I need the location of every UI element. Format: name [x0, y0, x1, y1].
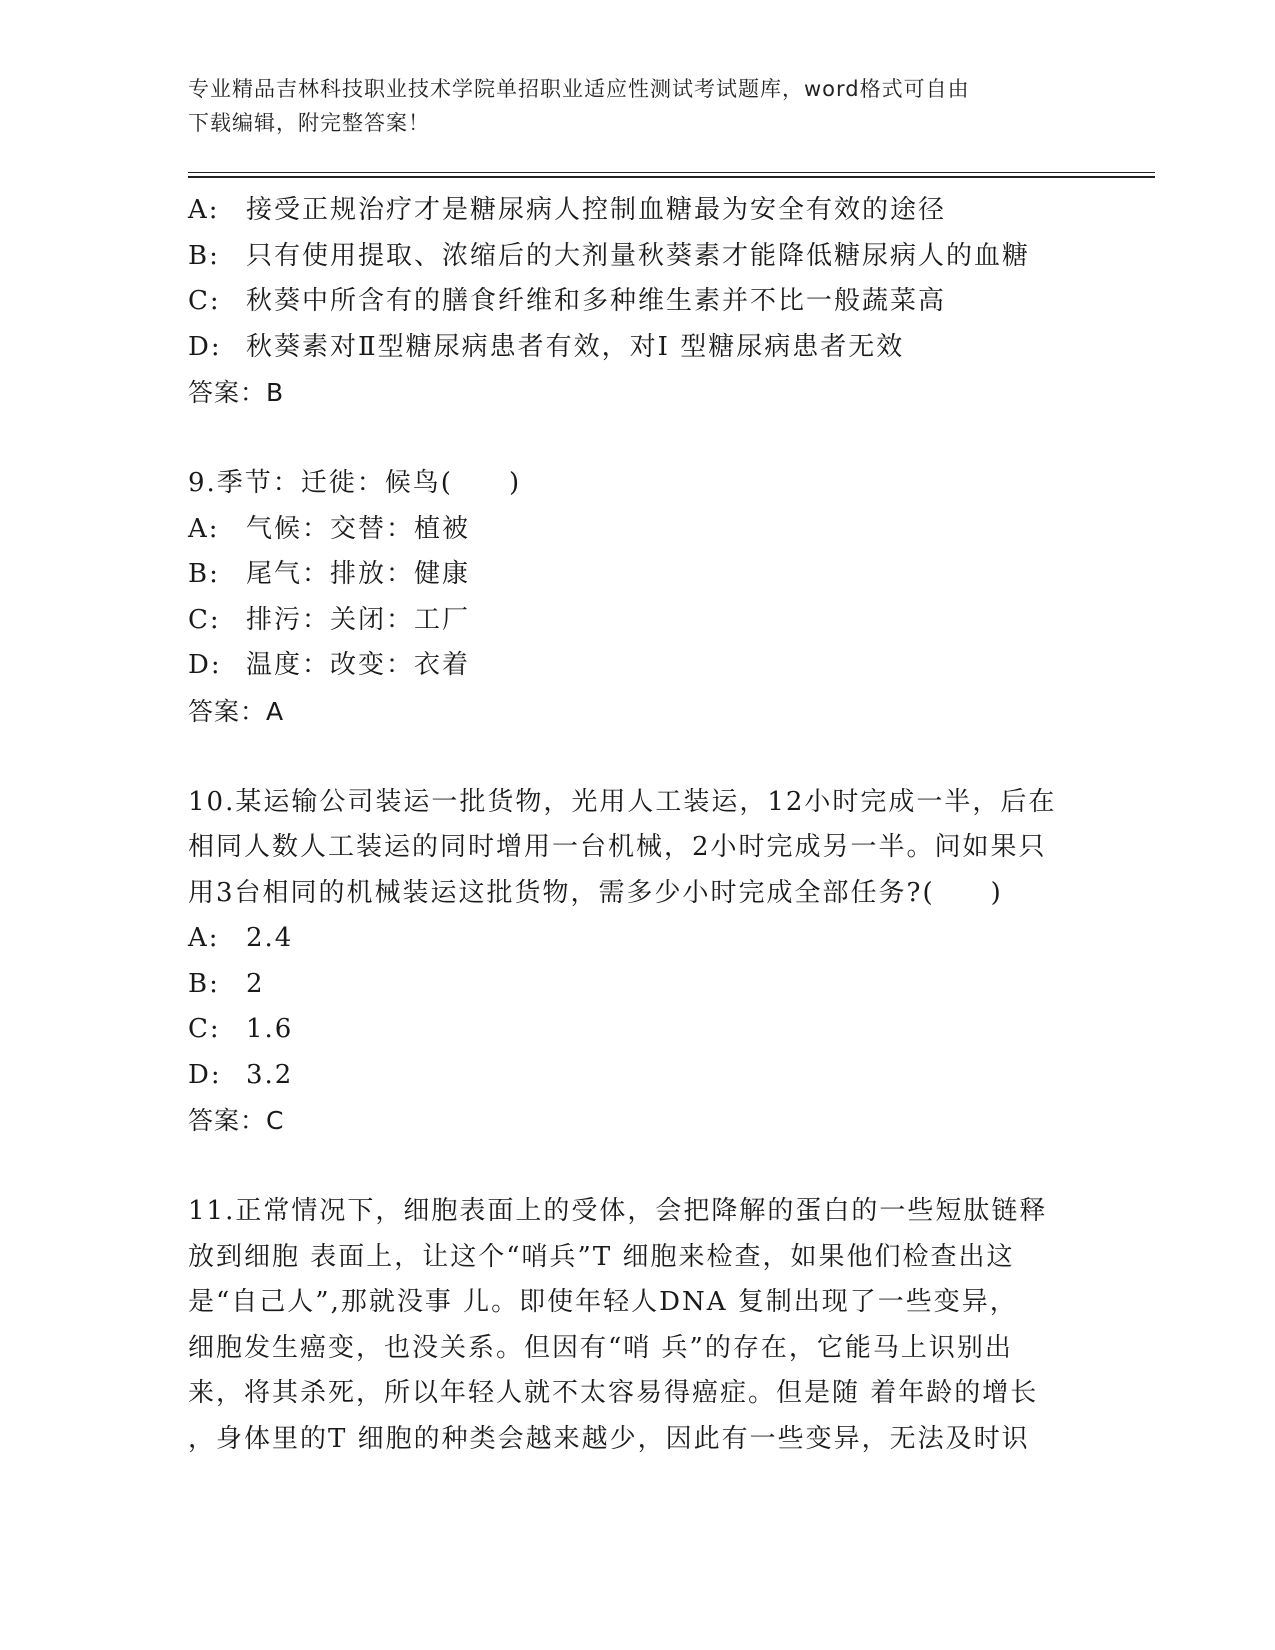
option-key: A: — [188, 195, 220, 225]
spacer — [188, 734, 1088, 780]
option-text: 1.6 — [246, 1014, 294, 1044]
answer-line: 答案：A — [188, 696, 285, 726]
option-key: C: — [188, 286, 221, 316]
option-key: D: — [188, 650, 222, 680]
option-text: 只有使用提取、浓缩后的大剂量秋葵素才能降低糖尿病人的血糖 — [246, 240, 1031, 271]
option-c — [188, 598, 1088, 644]
question-text-line: 10.某运输公司装运一批货物，光用人工装运，12小时完成一半，后在 — [188, 786, 1057, 817]
option-key: D: — [188, 1059, 222, 1090]
question-text-line: 11.正常情况下，细胞表面上的受体，会把降解的蛋白的一些短肽链释 — [188, 1196, 1048, 1226]
option-key: D: — [188, 331, 222, 362]
answer-line: 答案：C — [188, 1106, 285, 1135]
option-text: 接受正规治疗才是糖尿病人控制血糖最为安全有效的途径 — [246, 195, 947, 225]
question-10 — [188, 780, 1088, 1144]
option-d — [188, 325, 1088, 371]
question-text-line: 相同人数人工装运的同时增用一台机械，2小时完成另一半。问如果只 — [188, 832, 1047, 862]
question-text-line: ，身体里的T 细胞的种类会越来越少，因此有一些变异，无法及时识 — [188, 1423, 1030, 1454]
option-a — [188, 188, 1088, 234]
question-8-options — [188, 188, 1088, 416]
option-d — [188, 1053, 1088, 1099]
option-text: 秋葵中所含有的膳食纤维和多种维生素并不比一般蔬菜高 — [246, 286, 947, 316]
answer-line: 答案：B — [188, 378, 285, 407]
header-divider-thin — [188, 172, 1155, 173]
option-text: 2 — [246, 968, 265, 999]
header-line-1: 专业精品吉林科技职业技术学院单招职业适应性测试考试题库，word格式可自由 — [188, 77, 970, 101]
option-d — [188, 643, 1088, 689]
option-c — [188, 1007, 1088, 1053]
question-content — [188, 188, 1088, 1462]
header-divider-thick — [188, 176, 1155, 178]
question-text-line: 来，将其杀死，所以年轻人就不太容易得癌症。但是随 着年龄的增长 — [188, 1378, 1039, 1408]
option-key: A: — [188, 513, 220, 544]
question-text-line: 是“自己人”,那就没事 儿。即使年轻人DNA 复制出现了一些变异， — [188, 1287, 1018, 1317]
option-b — [188, 552, 1088, 598]
option-text: 2.4 — [246, 923, 294, 953]
option-text: 3.2 — [246, 1059, 294, 1090]
option-c — [188, 279, 1088, 325]
option-key: C: — [188, 1014, 221, 1044]
question-11 — [188, 1189, 1088, 1462]
option-a — [188, 507, 1088, 553]
question-text-line: 用3台相同的机械装运这批货物，需多少小时完成全部任务?( ) — [188, 877, 1003, 908]
option-text: 温度：改变：衣着 — [246, 650, 471, 680]
option-b — [188, 234, 1088, 280]
header-line-2: 下载编辑，附完整答案！ — [188, 111, 430, 135]
question-9 — [188, 461, 1088, 734]
question-text-line: 放到细胞 表面上，让这个“哨兵”T 细胞来检查，如果他们检查出这 — [188, 1241, 1015, 1272]
option-text: 排污：关闭：工厂 — [246, 604, 471, 635]
spacer — [188, 1144, 1088, 1190]
document-header — [188, 72, 1068, 140]
option-b — [188, 962, 1088, 1008]
option-a — [188, 916, 1088, 962]
option-text: 气候：交替：植被 — [246, 513, 471, 544]
option-key: B: — [188, 968, 220, 999]
question-text: 9.季节：迁徙：候鸟( ) — [188, 468, 522, 498]
option-key: C: — [188, 604, 221, 635]
option-key: B: — [188, 240, 220, 271]
option-key: B: — [188, 559, 220, 589]
question-text-line: 细胞发生癌变，也没关系。但因有“哨 兵”的存在，它能马上识别出 — [188, 1332, 1013, 1363]
spacer — [188, 416, 1088, 462]
option-text: 尾气：排放：健康 — [246, 559, 471, 589]
option-key: A: — [188, 923, 220, 953]
option-text: 秋葵素对Ⅱ型糖尿病患者有效，对Ⅰ 型糖尿病患者无效 — [246, 331, 905, 362]
